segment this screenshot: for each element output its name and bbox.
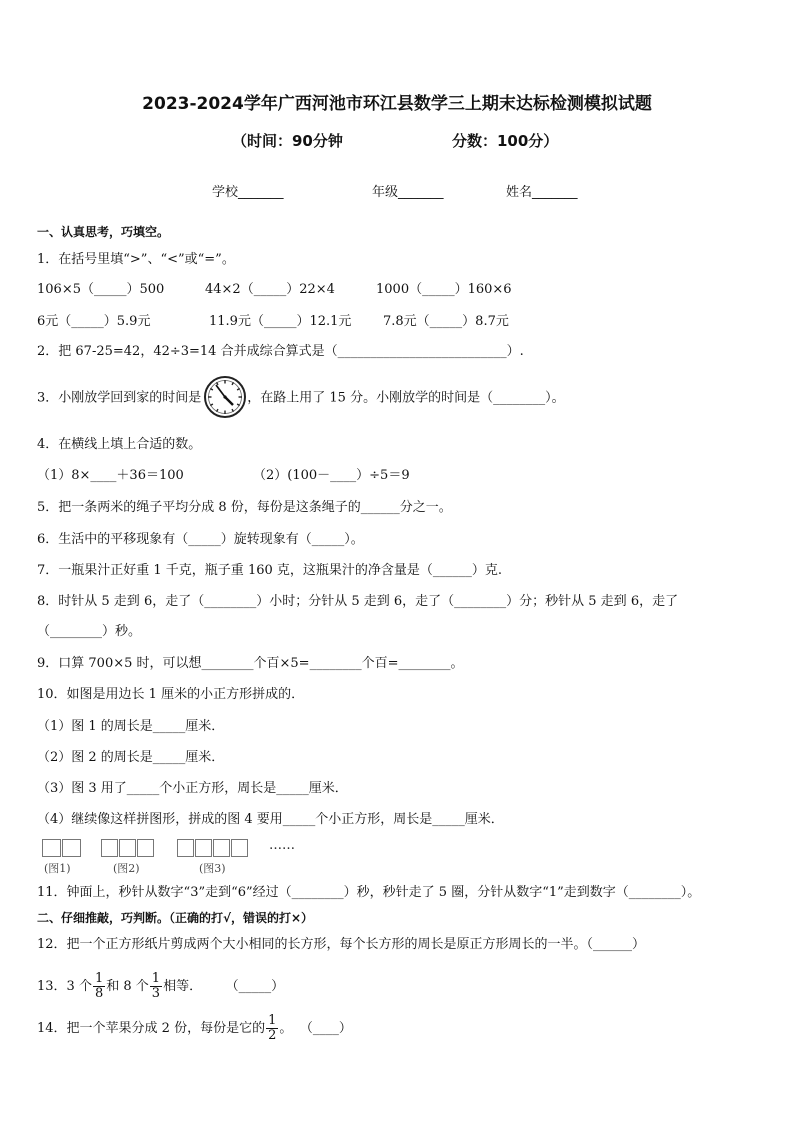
- school-field[interactable]: 学校_______: [212, 185, 284, 200]
- q10-part-3: （3）图 3 用了_____个小正方形，周长是_____厘米．: [37, 781, 348, 796]
- exam-score: 分数：100分）: [452, 132, 559, 150]
- q10-part-2: （2）图 2 的周长是_____厘米．: [37, 750, 225, 765]
- section-heading-fill: 一、认真思考，巧填空。: [37, 225, 170, 239]
- question-3: [37, 389, 565, 408]
- name-field[interactable]: 姓名_______: [506, 185, 578, 200]
- question-6: 6．生活中的平移现象有（_____）旋转现象有（_____）。: [37, 532, 364, 547]
- q4-part-1: （1）8×____＋36＝100: [37, 468, 184, 483]
- q14-suffix: 。: [279, 1021, 293, 1036]
- q1-item-2: 44×2（_____）22×4: [205, 282, 335, 297]
- question-13: [37, 972, 284, 1001]
- q1-item-5: 11.9元（_____）12.1元: [209, 314, 352, 329]
- question-4: 4．在横线上填上合适的数。: [37, 437, 202, 452]
- fraction-one-third: $\frac{1}{3}$: [151, 971, 161, 1001]
- q13-suffix: 相等．: [163, 979, 203, 994]
- section-heading-judge: 二、仔细推敲，巧判断。（正确的打√，错误的打×）: [37, 911, 314, 925]
- q3-text-before: 3．小刚放学回到家的时间是: [37, 390, 202, 406]
- q10-part-4: （4）继续像这样拼图形，拼成的图 4 要用_____个小正方形，周长是_____厘米．: [37, 812, 504, 827]
- exam-time: （时间：90分钟: [232, 132, 343, 150]
- q10-ellipsis: ……: [269, 838, 295, 853]
- grade-field[interactable]: 年级_______: [372, 185, 444, 200]
- fraction-one-half: $\frac{1}{2}$: [268, 1013, 277, 1043]
- question-14: [37, 1014, 352, 1043]
- q1-item-3: 1000（_____）160×6: [376, 282, 512, 297]
- q13-middle: 和 8 个: [106, 979, 149, 994]
- question-12: 12．把一个正方形纸片剪成两个大小相同的长方形，每个长方形的周长是原正方形周长的一半。（______）: [37, 937, 646, 952]
- q10-figure-3-label: (图3): [199, 862, 226, 875]
- question-8-line-1: 8．时针从 5 走到 6，走了（________）小时；分针从 5 走到 6，走了（________）分；秒针从 5 走到 6，走了: [37, 594, 679, 609]
- question-7: 7．一瓶果汁正好重 1 千克，瓶子重 160 克，这瓶果汁的净含量是（______）克.: [37, 563, 503, 578]
- clock-icon: [203, 375, 247, 419]
- q10-figure-1-label: (图1): [44, 862, 71, 875]
- q4-part-2: （2）(100－____）÷5＝9: [253, 468, 410, 483]
- question-5: 5．把一条两米的绳子平均分成 8 份，每份是这条绳子的______分之一。: [37, 500, 452, 515]
- q1-item-6: 7.8元（_____）8.7元: [383, 314, 509, 329]
- page-title: 2023-2024学年广西河池市环江县数学三上期末达标检测模拟试题: [142, 94, 652, 114]
- q14-prefix: 14．把一个苹果分成 2 份，每份是它的: [37, 1021, 266, 1036]
- fraction-one-eighth: $\frac{1}{8}$: [94, 971, 104, 1001]
- question-11: 11．钟面上，秒针从数字“3”走到“6”经过（________）秒，秒针走了 5 圈，分针从数字“1”走到数字（________）。: [37, 885, 701, 900]
- question-10: 10．如图是用边长 1 厘米的小正方形拼成的．: [37, 687, 305, 702]
- q13-prefix: 13．3 个: [37, 979, 92, 994]
- q10-figure-2-label: (图2): [113, 862, 140, 875]
- q1-item-1: 106×5（_____）500: [37, 282, 165, 297]
- q1-item-4: 6元（_____）5.9元: [37, 314, 151, 329]
- q3-text-after: ，在路上用了 15 分。小刚放学的时间是（________）。: [247, 390, 565, 406]
- q14-answer-blank[interactable]: （____）: [306, 1021, 352, 1036]
- question-1: 1．在括号里填“>”、“<”或“=”。: [37, 252, 235, 267]
- q13-answer-blank[interactable]: （_____）: [232, 979, 285, 994]
- question-8-line-2: （________）秒。: [37, 624, 142, 639]
- question-2: 2．把 67-25=42，42÷3=14 合并成综合算式是（__________________________）.: [37, 344, 524, 359]
- question-9: 9．口算 700×5 时，可以想________个百×5=________个百=________。: [37, 656, 464, 671]
- q10-part-1: （1）图 1 的周长是_____厘米．: [37, 719, 225, 734]
